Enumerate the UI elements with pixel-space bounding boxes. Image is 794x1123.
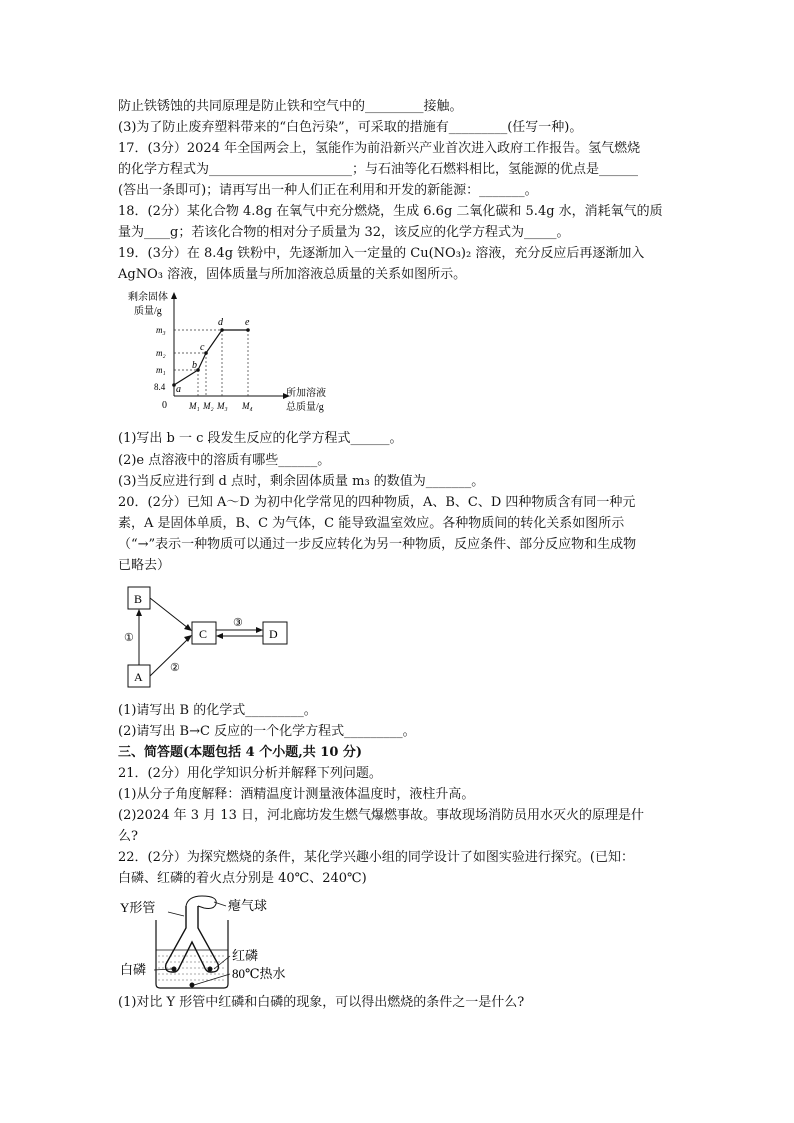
y-tick: m₁ xyxy=(156,365,166,375)
text-line: 防止铁锈蚀的共同原理是防止铁和空气中的_________接触。 xyxy=(118,99,463,114)
text-line: (2)请写出 B→C 反应的一个化学方程式_________。 xyxy=(118,724,416,739)
point-label: a xyxy=(176,384,181,395)
mass-graph xyxy=(118,284,348,419)
hot-water-label: 80℃热水 xyxy=(232,966,286,981)
label-3: ③ xyxy=(233,617,243,629)
node-b: B xyxy=(134,592,143,606)
origin-label: 0 xyxy=(162,400,167,411)
text-line: (2)2024 年 3 月 13 日，河北廊坊发生燃气爆燃事故。事故现场消防员用水灭火的原理是什 xyxy=(118,808,644,823)
point-label: c xyxy=(200,342,205,353)
text-line: 已略去） xyxy=(118,558,171,573)
x-tick: M₃ xyxy=(217,401,228,411)
x-tick: M₁ xyxy=(189,401,200,411)
text-line: (1)写出 b 一 c 段发生反应的化学方程式______。 xyxy=(118,431,403,446)
y-axis-label: 质量/g xyxy=(134,306,162,317)
y-tube-label: Y形管 xyxy=(120,900,156,915)
question-17: 17．(3分）2024 年全国两会上，氢能作为前沿新兴产业首次进入政府工作报告。氢气燃烧 xyxy=(118,141,641,156)
question-18: 18．(2分）某化合物 4.8g 在氧气中充分燃烧，生成 6.6g 二氧化碳和 5.4g 水，消耗氧气的质 xyxy=(118,204,663,219)
point-label: e xyxy=(245,317,250,328)
apparatus-figure xyxy=(118,892,338,992)
question-20: 20．(2分）已知 A～D 为初中化学常见的四种物质，A、B、C、D 四种物质含有同一种元 xyxy=(118,495,636,510)
label-1: ① xyxy=(124,632,134,644)
question-21: 21．(2分）用化学知识分析并解释下列问题。 xyxy=(118,766,382,781)
relationship-diagram xyxy=(118,584,298,692)
node-d: D xyxy=(269,627,278,641)
text-line: (3)为了防止废弃塑料带来的“白色污染”，可采取的措施有_________(任写一种)。 xyxy=(118,120,583,135)
text-line: AgNO₃ 溶液，固体质量与所加溶液总质量的关系如图所示。 xyxy=(118,267,467,282)
text-line: (1)请写出 B 的化学式_________。 xyxy=(118,703,317,718)
x-axis-label: 所加溶液 xyxy=(286,388,326,399)
x-axis-label: 总质量/g xyxy=(286,402,324,413)
text-line: (1)从分子角度解释：酒精温度计测量液体温度时，液柱升高。 xyxy=(118,787,475,802)
y-axis-label: 剩余固体 xyxy=(128,292,168,303)
question-19: 19．(3分）在 8.4g 铁粉中，先逐渐加入一定量的 Cu(NO₃)₂ 溶液，充分反应后再逐渐加入 xyxy=(118,246,645,261)
question-22: 22．(2分）为探究燃烧的条件，某化学兴趣小组的同学设计了如图实验进行探究。(已知： xyxy=(118,850,634,865)
node-c: C xyxy=(199,627,208,641)
node-a: A xyxy=(134,670,143,684)
label-2: ② xyxy=(170,662,180,674)
balloon-label: 瘪气球 xyxy=(228,898,268,913)
y-tick: m₂ xyxy=(156,348,166,358)
text-line: 的化学方程式为______________________；与石油等化石燃料相比，氢能源的优点是______ xyxy=(118,162,639,177)
text-line: (答出一条即可)；请再写出一种人们正在利用和开发的新能源：_______。 xyxy=(118,183,538,198)
x-tick: M₄ xyxy=(242,401,253,411)
text-line: 白磷、红磷的着火点分别是 40℃、240℃) xyxy=(118,871,367,886)
text-line: (3)当反应进行到 d 点时，剩余固体质量 m₃ 的数值为_______。 xyxy=(118,474,485,489)
text-line: 素，A 是固体单质，B、C 为气体，C 能导致温室效应。各种物质间的转化关系如图所示 xyxy=(118,516,625,531)
point-label: b xyxy=(192,360,197,371)
y-tick: m₃ xyxy=(156,325,166,335)
text-line: (2)e 点溶液中的溶质有哪些______。 xyxy=(118,453,331,468)
text-line: 么? xyxy=(118,829,138,844)
point-label: d xyxy=(218,317,223,328)
text-line: 量为____g；若该化合物的相对分子质量为 32，该反应的化学方程式为_____。 xyxy=(118,225,570,240)
x-tick: M₂ xyxy=(203,401,214,411)
y-tick: 8.4 xyxy=(154,382,166,392)
section-heading: 三、简答题(本题包括 4 个小题,共 10 分) xyxy=(118,745,363,760)
white-phosphorus-label: 白磷 xyxy=(120,962,147,977)
text-line: (1)对比 Y 形管中红磷和白磷的现象，可以得出燃烧的条件之一是什么? xyxy=(118,995,525,1010)
red-phosphorus-label: 红磷 xyxy=(232,948,259,963)
text-line: （“→”表示一种物质可以通过一步反应转化为另一种物质，反应条件、部分反应物和生成物 xyxy=(118,537,637,552)
